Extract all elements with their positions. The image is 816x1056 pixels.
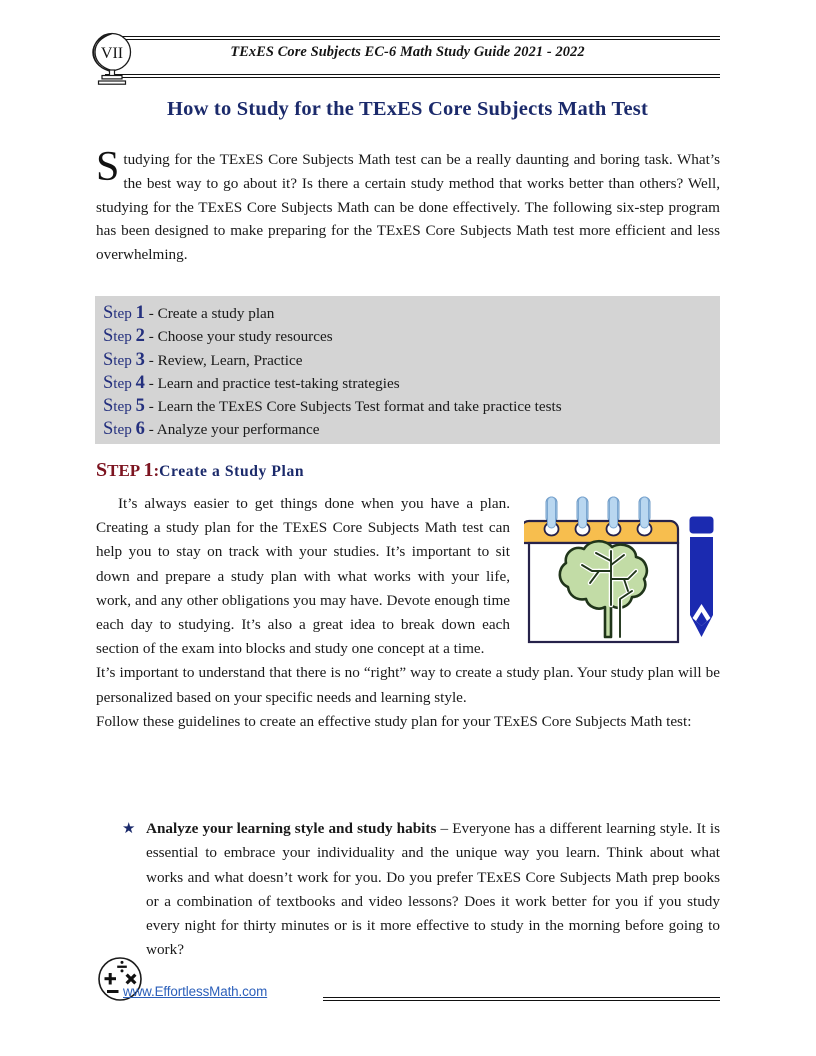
step-list-item <box>103 349 720 372</box>
steps-overview-box <box>95 296 720 444</box>
calendar-ring-group <box>546 497 650 523</box>
header-rule-bottom <box>105 74 720 78</box>
step-separator: - <box>144 421 157 439</box>
globe-icon <box>83 29 141 87</box>
footer-rule <box>323 997 720 1001</box>
step-text: Review, Learn, Practice <box>157 351 303 369</box>
running-title: TExES Core Subjects EC-6 Math Study Guide 2021 - 2022 <box>230 44 585 60</box>
step-list-item <box>103 302 720 325</box>
page-footer <box>95 955 720 1007</box>
step-label: Step 4 <box>103 372 145 393</box>
page-header <box>95 33 720 81</box>
step-separator: - <box>144 305 158 322</box>
drop-cap: S <box>96 144 120 190</box>
section-body <box>96 492 720 734</box>
intro-text: tudying for the TExES Core Subjects Math test can be a really daunting and boring task. What’s the best way to go about it? Is there a certain study method that works better than others? Well, studying for the TExES Core Subjects Math can be done effectively. The following six-step program has been designed to make preparing for the TExES Core Subjects Math test more efficient and less overwhelming. <box>96 151 720 264</box>
page-title: How to Study for the TExES Core Subjects Math Test <box>167 98 648 120</box>
list-item-lead: Analyze your learning style and study habits <box>146 820 437 837</box>
pencil-illustration <box>690 517 713 637</box>
step-list-item <box>103 418 720 441</box>
step-list-item <box>103 372 720 395</box>
effortlessmath-link[interactable]: www.EffortlessMath.com <box>123 984 268 999</box>
step-separator: - <box>144 374 158 392</box>
section-heading-prefix: STEP 1: <box>96 459 160 481</box>
step-separator: - <box>144 328 158 346</box>
step-text: Create a study plan <box>157 305 275 322</box>
step-label: Step 5 <box>103 396 145 417</box>
step-text: Learn and practice test-taking strategies <box>157 374 400 392</box>
header-rule-top <box>105 36 720 40</box>
body-paragraph-2: It’s important to understand that there is no “right” way to create a study plan. Your study plan will be personalized based on your specific needs and learning style. <box>96 664 720 706</box>
step-list-item <box>103 325 720 348</box>
step-text: Choose your study resources <box>157 328 333 346</box>
step-list-item <box>103 395 720 418</box>
body-paragraph-1: It’s always easier to get things done when you have a plan. Creating a study plan for the TExES Core Subjects Math test can help you to stay on track with your studies. It’s important to sit down and prepare a study plan with what works with your life, work, and any other obligations you may have. Devote enough time each day to studying. It’s also a great idea to break down each section of the exam into blocks and study one concept at a time. <box>96 495 510 658</box>
calendar-brain-pencil-illustration <box>524 495 720 655</box>
step-label: Step 3 <box>103 349 145 370</box>
star-bullet-icon: ★ <box>122 821 136 837</box>
list-item-text <box>146 817 720 963</box>
body-paragraph-3: Follow these guidelines to create an effective study plan for your TExES Core Subjects Math test: <box>96 712 692 730</box>
step-separator: - <box>144 351 158 369</box>
section-heading <box>96 459 304 482</box>
list-item-body: – Everyone has a different learning style. It is essential to embrace your individuality and the unique way you learn. Think about what works and what doesn’t work for you. Do you prefer TExES Core Subjects Math prep books or a combination of textbooks and video lessons? Does it work better for you if you study every night for thirty minutes or is it more effective to study in the morning before going to work? <box>146 820 720 959</box>
section-heading-title: Create a Study Plan <box>159 463 305 480</box>
step-label: Step 2 <box>103 326 145 347</box>
step-label: Step 6 <box>103 419 145 440</box>
step-separator: - <box>144 398 158 416</box>
list-item <box>122 817 720 963</box>
chapter-marker-text: VII <box>100 45 124 62</box>
step-text: Analyze your performance <box>156 421 320 439</box>
guideline-bullet-list <box>122 817 720 963</box>
step-text: Learn the TExES Core Subjects Test format and take practice tests <box>157 398 562 416</box>
intro-paragraph <box>96 144 720 267</box>
step-label: Step 1 <box>103 303 145 323</box>
